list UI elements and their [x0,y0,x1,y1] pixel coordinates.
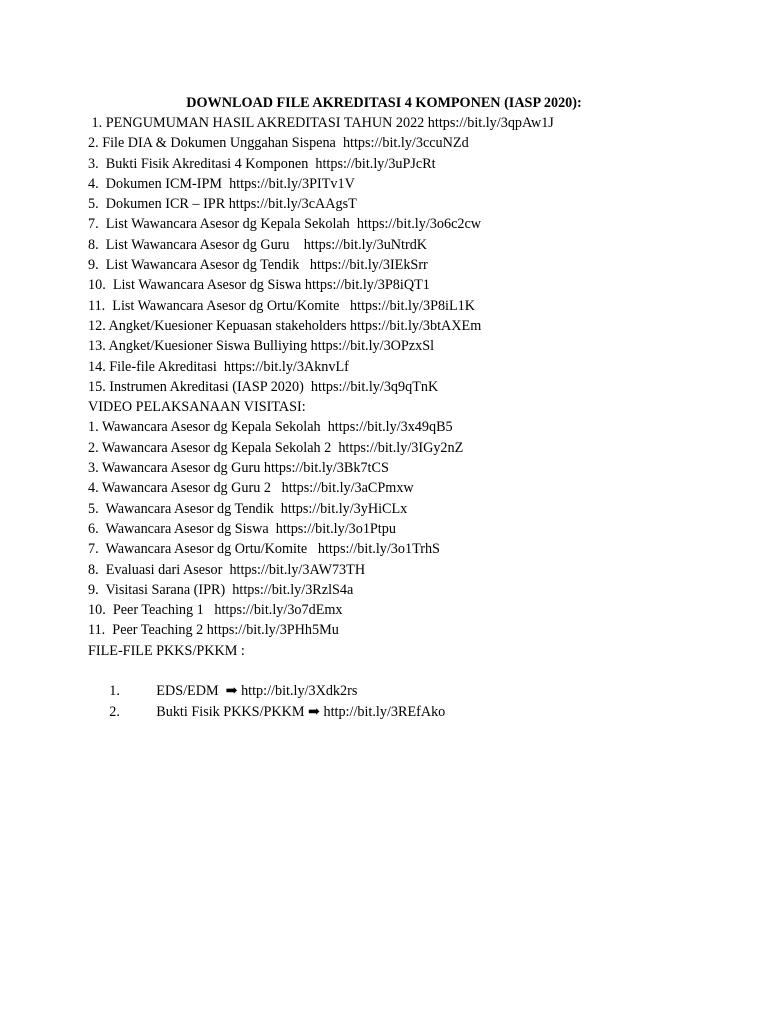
video-item-peer-teaching-2[interactable]: 11. Peer Teaching 2 https://bit.ly/3PHh5Mu [88,622,339,639]
list-item-file-dia[interactable]: 2. File DIA & Dokumen Unggahan Sispena https://bit.ly/3ccuNZd [88,135,469,152]
document-body [88,113,748,720]
video-item-peer-teaching-1[interactable]: 10. Peer Teaching 1 https://bit.ly/3o7dEmx [88,602,343,619]
video-item-kepsek[interactable]: 1. Wawancara Asesor dg Kepala Sekolah https://bit.ly/3x49qB5 [88,419,453,436]
pkks-item-text[interactable]: Bukti Fisik PKKS/PKKM ➡ http://bit.ly/3REfAko [156,703,446,720]
pkks-item-number: 1. [109,683,120,700]
section-heading-pkks: FILE-FILE PKKS/PKKM : [88,642,245,659]
pkks-item-text[interactable]: EDS/EDM ➡ http://bit.ly/3Xdk2rs [156,683,358,700]
list-item-file-akreditasi[interactable]: 14. File-file Akreditasi https://bit.ly/3AknvLf [88,358,349,375]
video-item-siswa[interactable]: 6. Wawancara Asesor dg Siswa https://bit.ly/3o1Ptpu [88,520,396,537]
video-item-guru[interactable]: 3. Wawancara Asesor dg Guru https://bit.ly/3Bk7tCS [88,460,389,477]
list-item-angket-bullying[interactable]: 13. Angket/Kuesioner Siswa Bulliying https://bit.ly/3OPzxSl [88,338,435,355]
list-item-instrumen[interactable]: 15. Instrumen Akreditasi (IASP 2020) https://bit.ly/3q9qTnK [88,378,439,395]
video-item-guru-2[interactable]: 4. Wawancara Asesor dg Guru 2 https://bit.ly/3aCPmxw [88,480,414,497]
section-heading-video: VIDEO PELAKSANAAN VISITASI: [88,399,306,416]
video-item-evaluasi[interactable]: 8. Evaluasi dari Asesor https://bit.ly/3AW73TH [88,561,366,578]
list-item-angket-kepuasan[interactable]: 12. Angket/Kuesioner Kepuasan stakeholders https://bit.ly/3btAXEm [88,317,482,334]
list-item-bukti-fisik[interactable]: 3. Bukti Fisik Akreditasi 4 Komponen https://bit.ly/3uPJcRt [88,155,436,172]
video-item-tendik[interactable]: 5. Wawancara Asesor dg Tendik https://bit.ly/3yHiCLx [88,500,408,517]
list-item-icr-ipr[interactable]: 5. Dokumen ICR – IPR https://bit.ly/3cAAgsT [88,196,357,213]
list-item-wawancara-siswa[interactable]: 10. List Wawancara Asesor dg Siswa https://bit.ly/3P8iQT1 [88,277,430,294]
pkks-item-eds[interactable] [88,661,748,700]
list-item-wawancara-kepsek[interactable]: 7. List Wawancara Asesor dg Kepala Sekolah https://bit.ly/3o6c2cw [88,216,482,233]
document-title: DOWNLOAD FILE AKREDITASI 4 KOMPONEN (IASP 2020): [186,95,582,111]
pkks-item-number: 2. [109,703,120,720]
video-item-kepsek-2[interactable]: 2. Wawancara Asesor dg Kepala Sekolah 2 https://bit.ly/3IGy2nZ [88,439,464,456]
video-item-visitasi-sarana[interactable]: 9. Visitasi Sarana (IPR) https://bit.ly/3RzlS4a [88,581,354,598]
list-item-pengumuman[interactable]: 1. PENGUMUMAN HASIL AKREDITASI TAHUN 2022 https://bit.ly/3qpAw1J [88,115,554,131]
video-item-ortu[interactable]: 7. Wawancara Asesor dg Ortu/Komite https://bit.ly/3o1TrhS [88,541,440,558]
list-item-wawancara-guru[interactable]: 8. List Wawancara Asesor dg Guru https://bit.ly/3uNtrdK [88,236,428,253]
list-item-wawancara-tendik[interactable]: 9. List Wawancara Asesor dg Tendik https://bit.ly/3IEkSrr [88,257,428,274]
list-item-icm-ipm[interactable]: 4. Dokumen ICM-IPM https://bit.ly/3PITv1V [88,175,355,192]
list-item-wawancara-ortu[interactable]: 11. List Wawancara Asesor dg Ortu/Komite https://bit.ly/3P8iL1K [88,297,476,314]
